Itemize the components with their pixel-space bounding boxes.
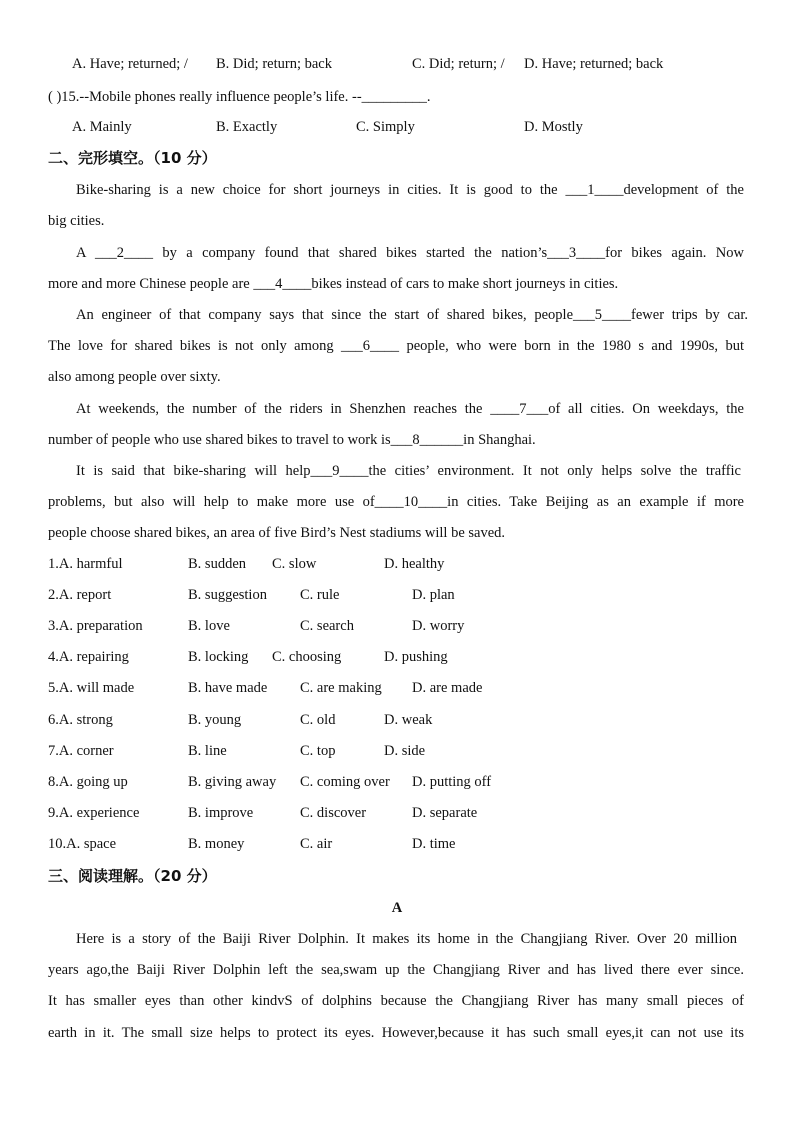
option-b: B. locking: [188, 649, 249, 665]
option-c: C. old: [300, 712, 336, 728]
option-c: C. are making: [300, 680, 382, 696]
option-a: 8.A. going up: [48, 774, 128, 790]
option-b: B. improve: [188, 805, 254, 821]
q15-option-d: D. Mostly: [524, 119, 583, 135]
section-2-title: 二、完形填空。（10 分）: [48, 149, 217, 167]
q15-option-a: A. Mainly: [72, 119, 132, 135]
passage-line: A ___2____ by a company found that shared bikes started the nation’s___3____for bikes again. Now: [76, 245, 744, 261]
option-a: 1.A. harmful: [48, 556, 123, 572]
option-c: C. discover: [300, 805, 367, 821]
q14-option-a: A. Have; returned; /: [72, 56, 188, 72]
option-d: D. worry: [412, 618, 465, 634]
option-c: C. coming over: [300, 774, 390, 790]
option-c: C. air: [300, 836, 333, 852]
option-a: 7.A. corner: [48, 743, 114, 759]
passage-line: problems, but also will help to make more use of____10____in cities. Take Beijing as an example if more: [48, 494, 744, 510]
option-b: B. line: [188, 743, 227, 759]
option-c: C. slow: [272, 556, 317, 572]
option-a: 10.A. space: [48, 836, 117, 852]
passage-line: years ago,the Baiji River Dolphin left the sea,swam up the Changjiang River and has lived there ever since.: [48, 962, 744, 978]
passage-line: Bike-sharing is a new choice for short journeys in cities. It is good to the ___1____development of the: [76, 182, 744, 198]
passage-line: An engineer of that company says that since the start of shared bikes, people___5____fewer trips by car.: [76, 307, 748, 323]
passage-line: big cities.: [48, 213, 105, 229]
option-c: C. choosing: [272, 649, 342, 665]
option-a: 3.A. preparation: [48, 618, 143, 634]
option-b: B. giving away: [188, 774, 277, 790]
q15-option-b: B. Exactly: [216, 119, 278, 135]
option-d: D. separate: [412, 805, 478, 821]
passage-line: At weekends, the number of the riders in Shenzhen reaches the ____7___of all cities. On weekdays, the: [76, 401, 744, 417]
option-a: 9.A. experience: [48, 805, 140, 821]
option-d: D. plan: [412, 587, 455, 603]
passage-line: earth in it. The small size helps to protect its eyes. However,because it has such small eyes,it can not use its: [48, 1025, 744, 1041]
option-d: D. healthy: [384, 556, 445, 572]
q15-option-c: C. Simply: [356, 119, 415, 135]
option-d: D. side: [384, 743, 426, 759]
q15-stem: ( )15.--Mobile phones really influence people’s life. --_________.: [48, 89, 431, 105]
passage-line: also among people over sixty.: [48, 369, 221, 385]
passage-line: number of people who use shared bikes to travel to work is___8______in Shanghai.: [48, 432, 536, 448]
option-b: B. young: [188, 712, 242, 728]
passage-label: A: [391, 900, 403, 916]
q14-option-d: D. Have; returned; back: [524, 56, 664, 72]
option-a: 6.A. strong: [48, 712, 113, 728]
q14-option-c: C. Did; return; /: [412, 56, 505, 72]
passage-line: more and more Chinese people are ___4____bikes instead of cars to make short journeys in cities.: [48, 276, 619, 292]
option-a: 4.A. repairing: [48, 649, 129, 665]
option-d: D. weak: [384, 712, 433, 728]
passage-line: It is said that bike-sharing will help___9____the cities’ environment. It not only helps solve the traffic: [76, 463, 741, 479]
option-b: B. money: [188, 836, 245, 852]
option-d: D. pushing: [384, 649, 448, 665]
option-a: 5.A. will made: [48, 680, 135, 696]
option-d: D. are made: [412, 680, 483, 696]
option-b: B. have made: [188, 680, 268, 696]
passage-line: The love for shared bikes is not only among ___6____ people, who were born in the 1980 s and 1990s, but: [48, 338, 744, 354]
option-a: 2.A. report: [48, 587, 112, 603]
option-c: C. search: [300, 618, 354, 634]
option-c: C. top: [300, 743, 336, 759]
passage-line: people choose shared bikes, an area of five Bird’s Nest stadiums will be saved.: [48, 525, 506, 541]
passage-line: Here is a story of the Baiji River Dolphin. It makes its home in the Changjiang River. Over 20 million: [76, 931, 737, 947]
option-d: D. time: [412, 836, 456, 852]
option-b: B. sudden: [188, 556, 246, 572]
option-b: B. suggestion: [188, 587, 267, 603]
option-d: D. putting off: [412, 774, 492, 790]
passage-line: It has smaller eyes than other kindvS of dolphins because the Changjiang River has many small pieces of: [48, 993, 744, 1009]
option-b: B. love: [188, 618, 230, 634]
q14-option-b: B. Did; return; back: [216, 56, 332, 72]
option-c: C. rule: [300, 587, 340, 603]
section-3-title: 三、阅读理解。（20 分）: [48, 867, 217, 885]
